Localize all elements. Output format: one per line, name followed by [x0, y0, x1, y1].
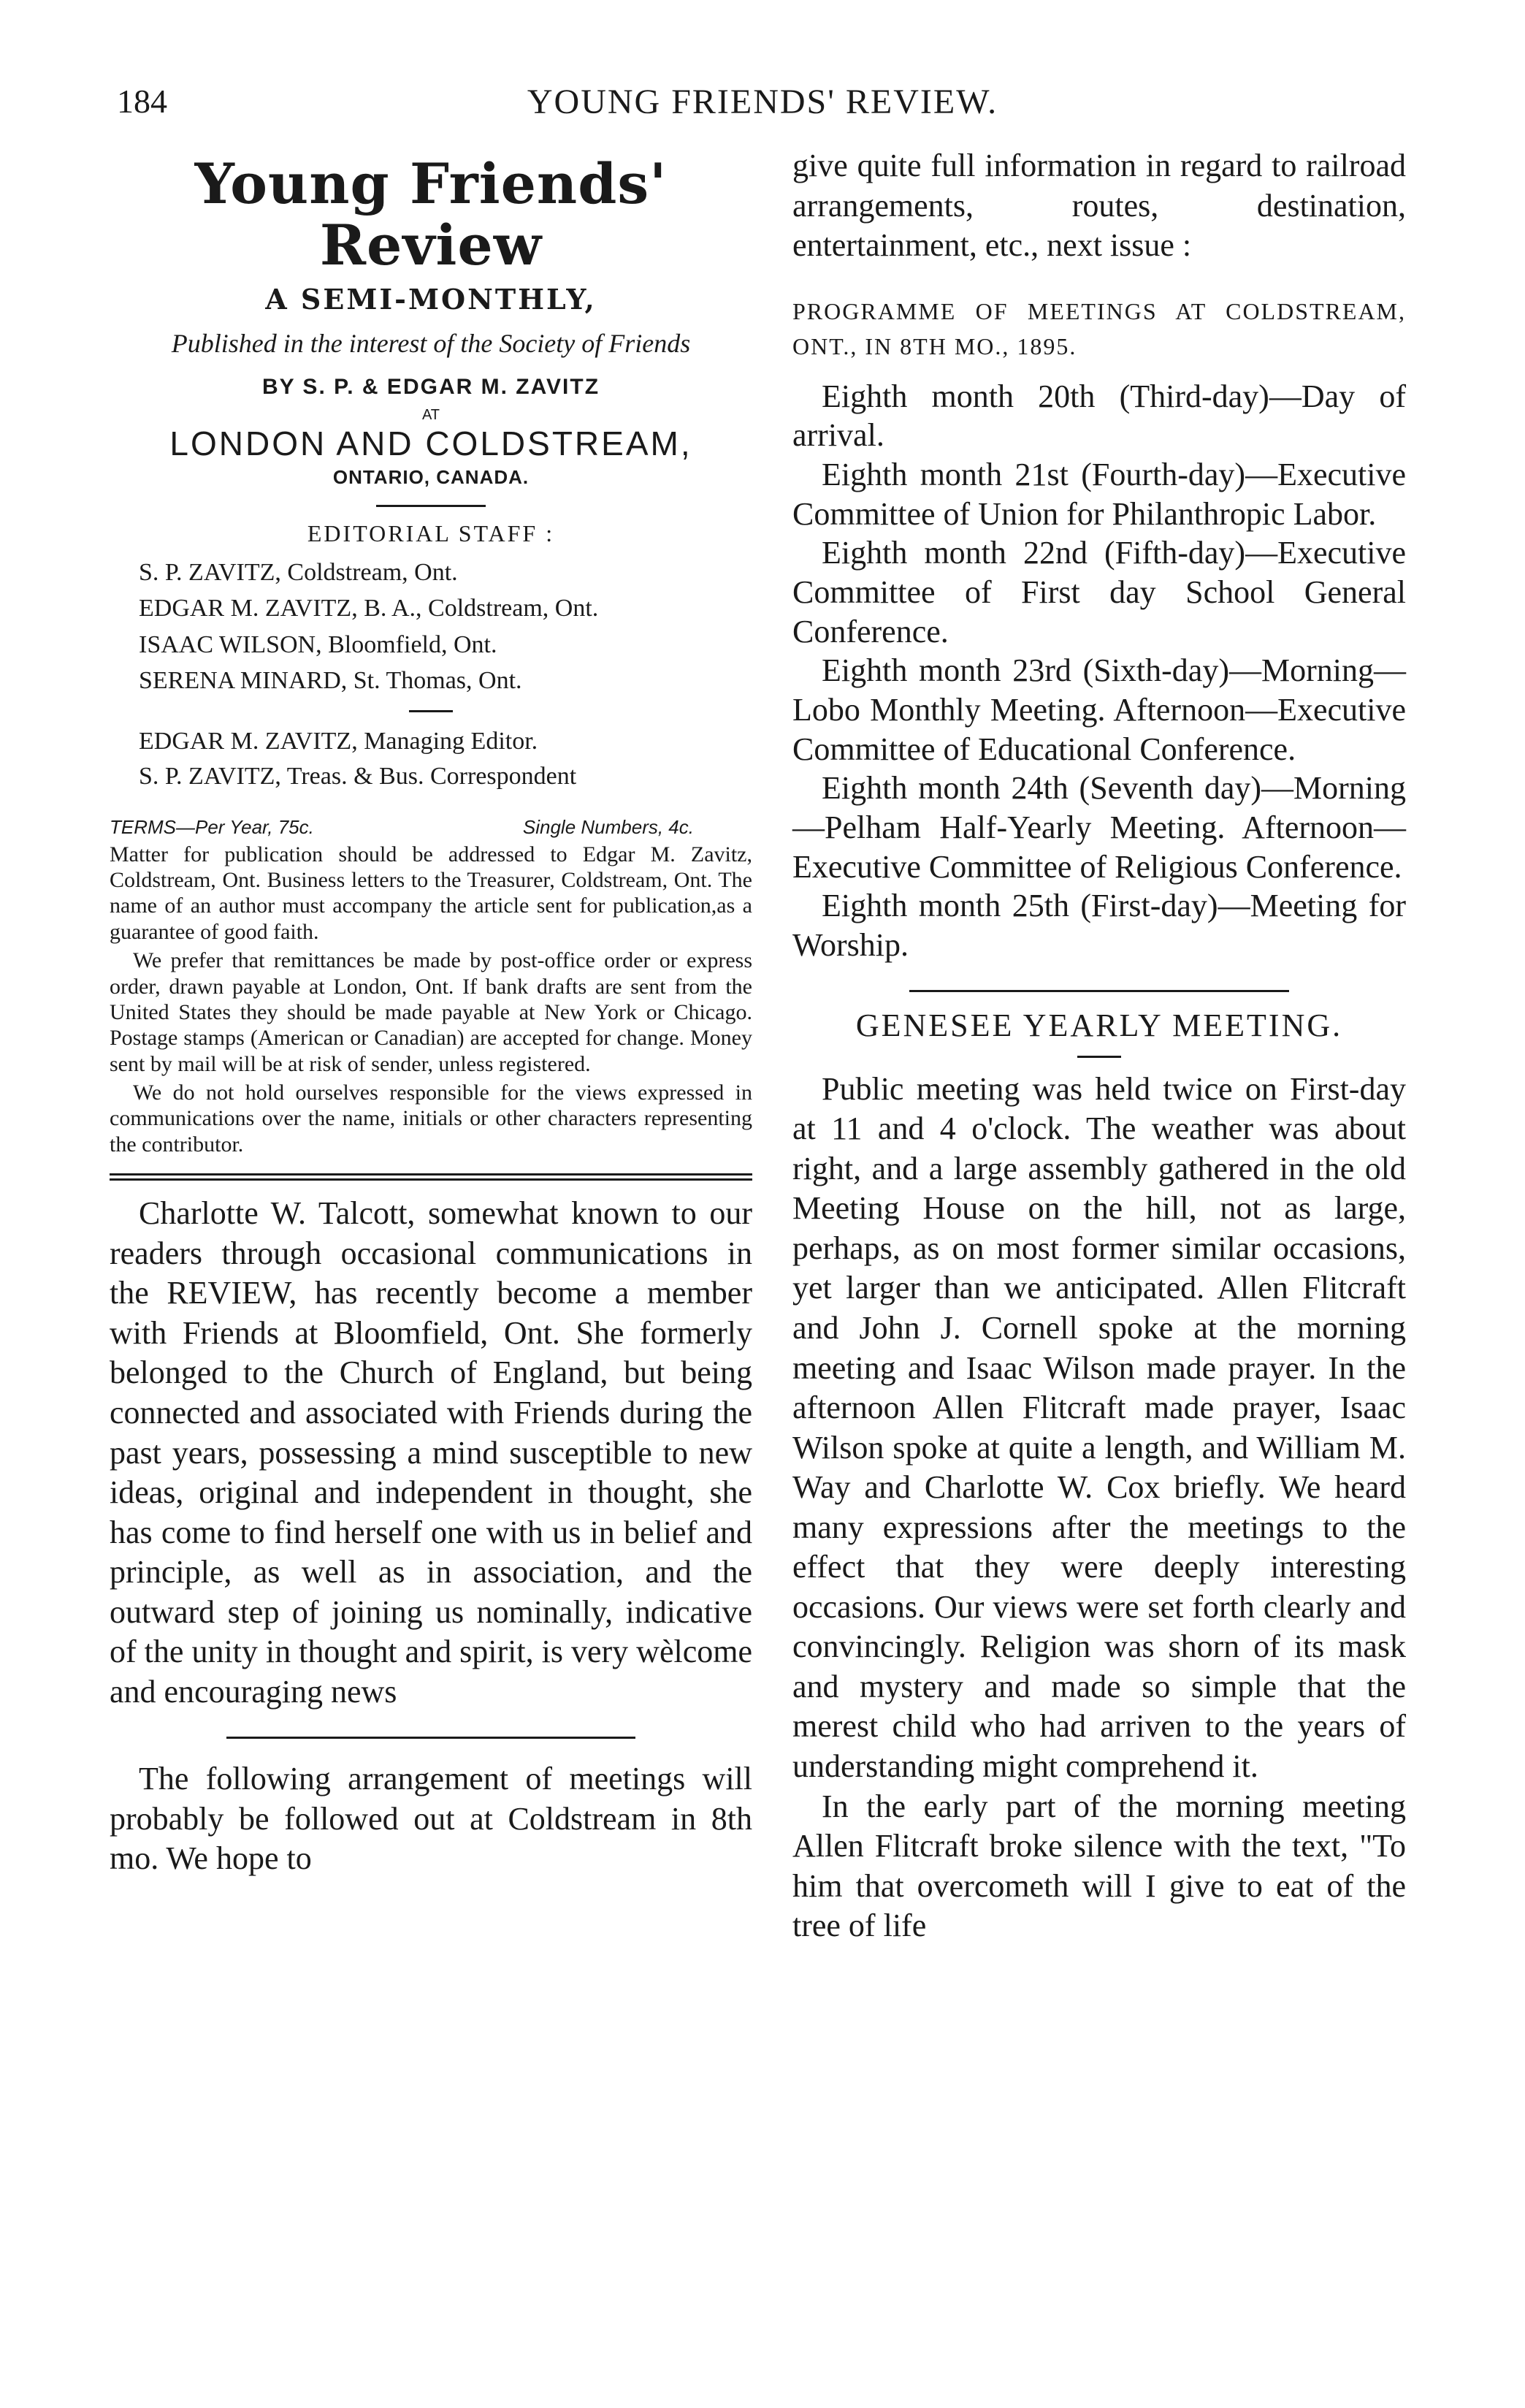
divider: [909, 990, 1289, 992]
staff-member: S. P. ZAVITZ, Coldstream, Ont.: [139, 559, 458, 587]
program-heading: PROGRAMME OF MEETINGS AT COLDSTREAM, ONT., IN 8TH MO., 1895.: [792, 297, 1406, 359]
program-entry: Eighth month 20th (Third-day)—Day of arrival.: [792, 378, 1406, 454]
divider: [409, 710, 453, 712]
right-column: [792, 146, 1406, 1946]
article-paragraph: In the early part of the morning meeting Allen Flitcraft broke silence with the text, "To him that overcometh will I give to eat of the tree of life: [792, 1788, 1406, 1944]
divider: [376, 505, 486, 507]
treasurer: S. P. ZAVITZ, Treas. & Bus. Correspondent: [139, 762, 577, 790]
terms-paragraph: We prefer that remittances be made by post-office order or express order, drawn payable at London, Ont. If bank drafts are sent from the United States they should be made payable at New York or Chicago. Postage stamps (American or Canadian) are accepted for change. Money sent by mail will be at risk of sender, unless registered.: [110, 948, 752, 1076]
program-entry: Eighth month 25th (First-day)—Meeting for Worship.: [792, 888, 1406, 964]
terms-paragraph: We do not hold ourselves responsible for the views expressed in communications over the name, initials or other characters representing the contributor.: [110, 1081, 752, 1157]
terms-line: [110, 816, 752, 839]
running-title: YOUNG FRIENDS' REVIEW.: [527, 83, 998, 121]
at-label: AT: [421, 407, 440, 424]
published-note: Published in the interest of the Society of Friends: [171, 329, 691, 359]
article-paragraph: The following arrangement of meetings will probably be followed out at Coldstream in 8th mo. We hope to: [110, 1761, 752, 1877]
divider: [226, 1737, 635, 1739]
staff-member: ISAAC WILSON, Bloomfield, Ont.: [139, 630, 497, 658]
section-title: GENESEE YEARLY MEETING.: [855, 1007, 1343, 1043]
province-line: ONTARIO, CANADA.: [332, 466, 530, 489]
staff-member: EDGAR M. ZAVITZ, B. A., Coldstream, Ont.: [139, 595, 599, 622]
staff-member: SERENA MINARD, St. Thomas, Ont.: [139, 667, 522, 695]
byline: BY S. P. & EDGAR M. ZAVITZ: [261, 375, 600, 400]
divider: [1077, 1056, 1121, 1058]
page-number: 184: [117, 83, 167, 120]
terms-year: TERMS—Per Year, 75c.: [110, 815, 314, 838]
program-entry: Eighth month 21st (Fourth-day)—Executive Committee of Union for Philanthropic Labor.: [792, 456, 1406, 532]
terms-paragraph: Matter for publication should be addressed to Edgar M. Zavitz, Coldstream, Ont. Business letters to the Treasurer, Coldstream, Ont. The name of an author must accompany the article sent for publication,as a guarantee of good faith.: [110, 842, 752, 944]
terms-single: Single Numbers, 4c.: [522, 815, 694, 838]
left-column: [110, 146, 752, 1879]
masthead-subtitle: A SEMI-MONTHLY,: [265, 283, 597, 316]
article-paragraph: Charlotte W. Talcott, somewhat known to our readers through occasional communications in the REVIEW, has recently become a member with Friends at Bloomfield, Ont. She formerly belonged to the Church of England, but being connected and associated with Friends during the past years, possessing a mind susceptible to new ideas, original and independent in thought, she has come to find herself one with us in belief and principle, as well as in association, and the outward step of joining us nominally, indicative of the unity in thought and spirit, is very wèlcome and encouraging news: [110, 1195, 752, 1710]
masthead-title: Young Friends' Review: [194, 151, 668, 278]
staff-heading: EDITORIAL STAFF :: [307, 520, 555, 547]
place-line: LONDON AND COLDSTREAM,: [169, 424, 692, 463]
program-entry: Eighth month 22nd (Fifth-day)—Executive Committee of First day School General Conference.: [792, 535, 1406, 649]
article-paragraph: Public meeting was held twice on First-day at 11 and 4 o'clock. The weather was about right, and a large assembly gathered in the old Meeting House on the hill, not as large, perhaps, as on most former similar occasions, yet larger than we anticipated. Allen Flitcraft and John J. Cornell spoke at the morning meeting and Isaac Wilson made prayer. In the afternoon Allen Flitcraft made prayer, Isaac Wilson spoke at quite a length, and William M. Way and Charlotte W. Cox briefly. We heard many expressions after the meetings to the effect that they were deeply interesting occasions. Our views were set forth clearly and convincingly. Religion was shorn of its mask and mystery and made so simple that the merest child who had arriven to the years of understanding might comprehend it.: [792, 1070, 1406, 1785]
double-rule: [110, 1173, 752, 1181]
managing-editor: EDGAR M. ZAVITZ, Managing Editor.: [139, 728, 538, 755]
continuation-paragraph: give quite full information in regard to railroad arrangements, routes, destination, entertainment, etc., next issue :: [792, 148, 1406, 264]
program-entry: Eighth month 23rd (Sixth-day)—Morning—Lobo Monthly Meeting. Afternoon—Executive Committee of Educational Conference.: [792, 652, 1406, 767]
program-entry: Eighth month 24th (Seventh day)—Morning—Pelham Half-Yearly Meeting. Afternoon—Executive Committee of Religious Conference.: [792, 770, 1406, 885]
